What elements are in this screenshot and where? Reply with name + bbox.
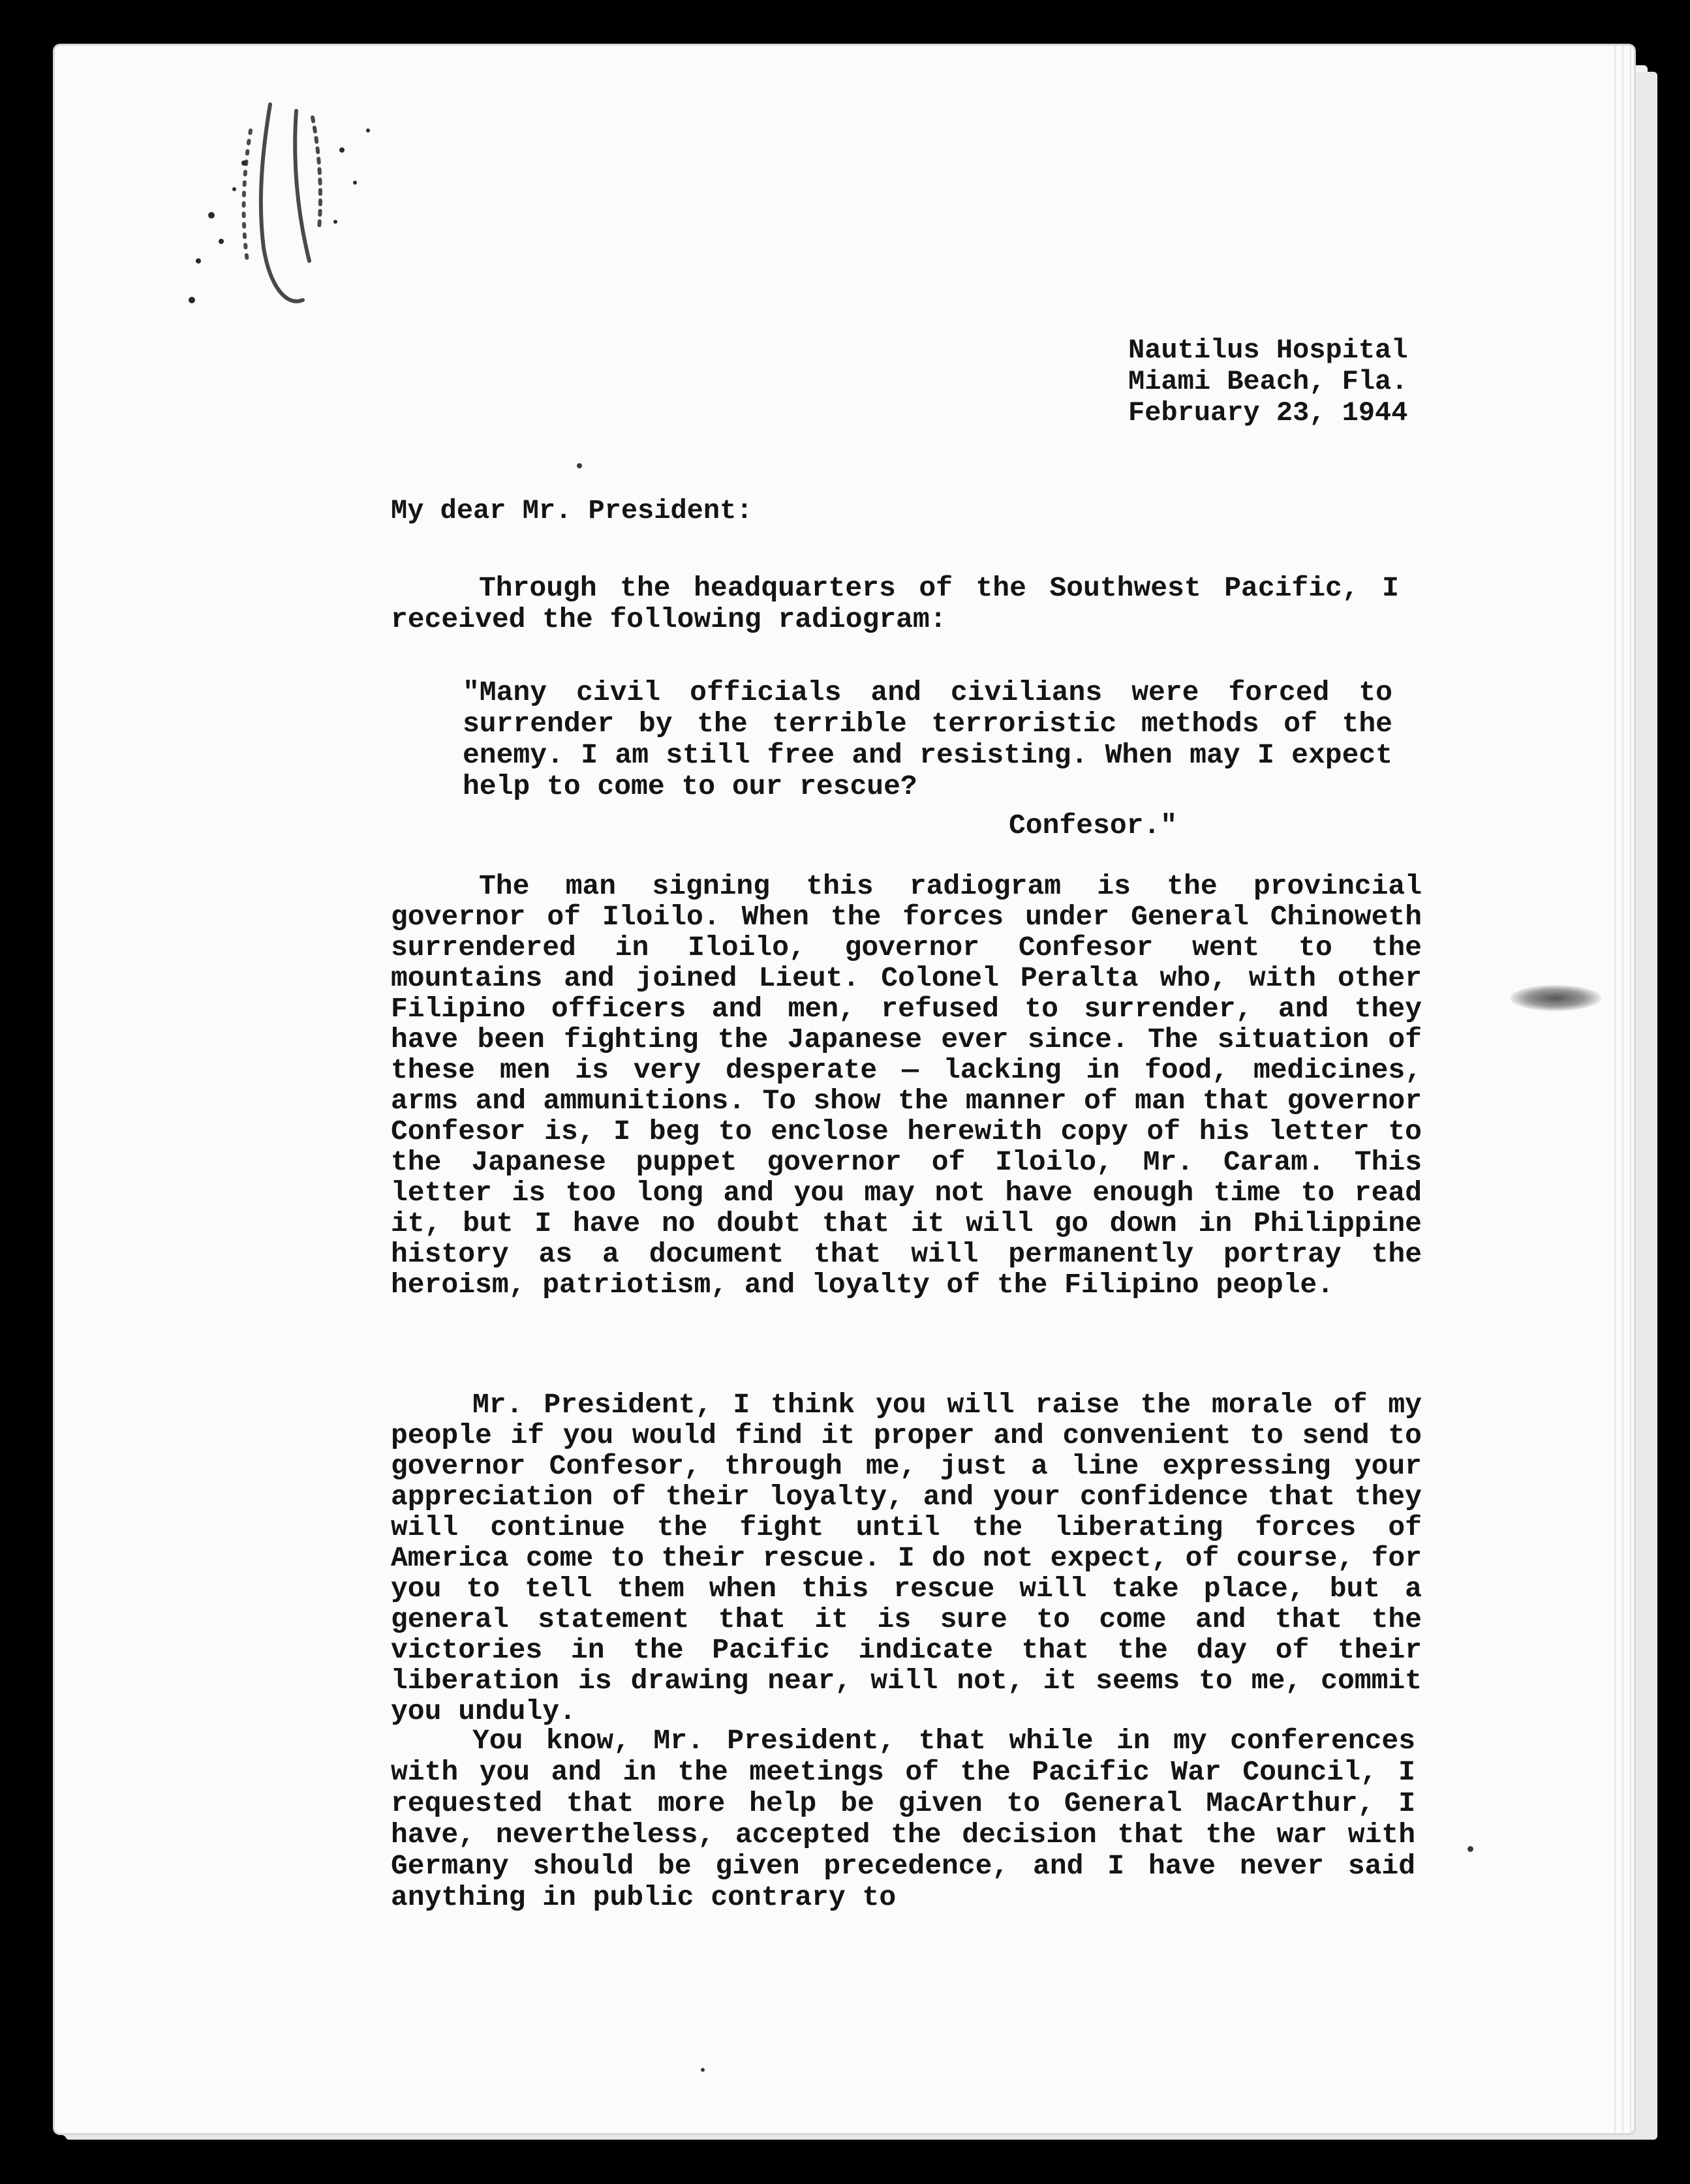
paragraph: You know, Mr. President, that while in my conferences with you and in the meetings of the Pacific War Council, I requested that more help be given to General MacArthur, I have, nevertheless, accepted the decision that the war with Germany should be given precedence, and I have never said anything in public contrary to bbox=[391, 1725, 1415, 1913]
address-line: Nautilus Hospital bbox=[1128, 335, 1408, 366]
address-line: Miami Beach, Fla. bbox=[1128, 366, 1408, 397]
radiogram-quote: "Many civil officials and civilians were forced to surrender by the terrible terroristic methods of the enemy. I am still free and resisting. When may I expect help to come to our rescue? bbox=[463, 676, 1392, 802]
paragraph: Mr. President, I think you will raise the morale of my people if you would find it proper and convenient to send to governor Confesor, through me, just a line expressing your appreciation of their loyalty, and your confidence that they will continue the fight until the liberating forces of America come to their rescue. I do not expect, of course, for you to tell them when this rescue will take place, but a general statement that it is sure to come and that the victories in the Pacific indicate that the day of their liberation is drawing near, will not, it seems to me, commit you unduly. bbox=[391, 1389, 1422, 1727]
radiogram-signature: Confesor." bbox=[1009, 810, 1178, 842]
paragraph: The man signing this radiogram is the provincial governor of Iloilo. When the forces under General Chinoweth surrendered in Iloilo, governor Confesor went to the mountains and joined Lieut. Colonel Peralta who, with other Filipino officers and men, refused to surrender, and they have been fighting the Japanese ever since. The situation of these men is very desperate — lacking in food, medicines, arms and ammunitions. To show the manner of man that governor Confesor is, I beg to enclose herewith copy of his letter to the Japanese puppet governor of Iloilo, Mr. Caram. This letter is too long and you may not have enough time to read it, but I have no doubt that it will go down in Philippine history as a document that will permanently portray the heroism, patriotism, and loyalty of the Filipino people. bbox=[391, 870, 1422, 1301]
salutation: My dear Mr. President: bbox=[391, 495, 753, 526]
letter-date: February 23, 1944 bbox=[1128, 397, 1408, 429]
letter-body bbox=[55, 46, 1634, 2133]
sender-address bbox=[1128, 335, 1407, 429]
letter-page bbox=[55, 46, 1634, 2133]
paragraph: Through the headquarters of the Southwest Pacific, I received the following radiogram: bbox=[391, 572, 1399, 635]
